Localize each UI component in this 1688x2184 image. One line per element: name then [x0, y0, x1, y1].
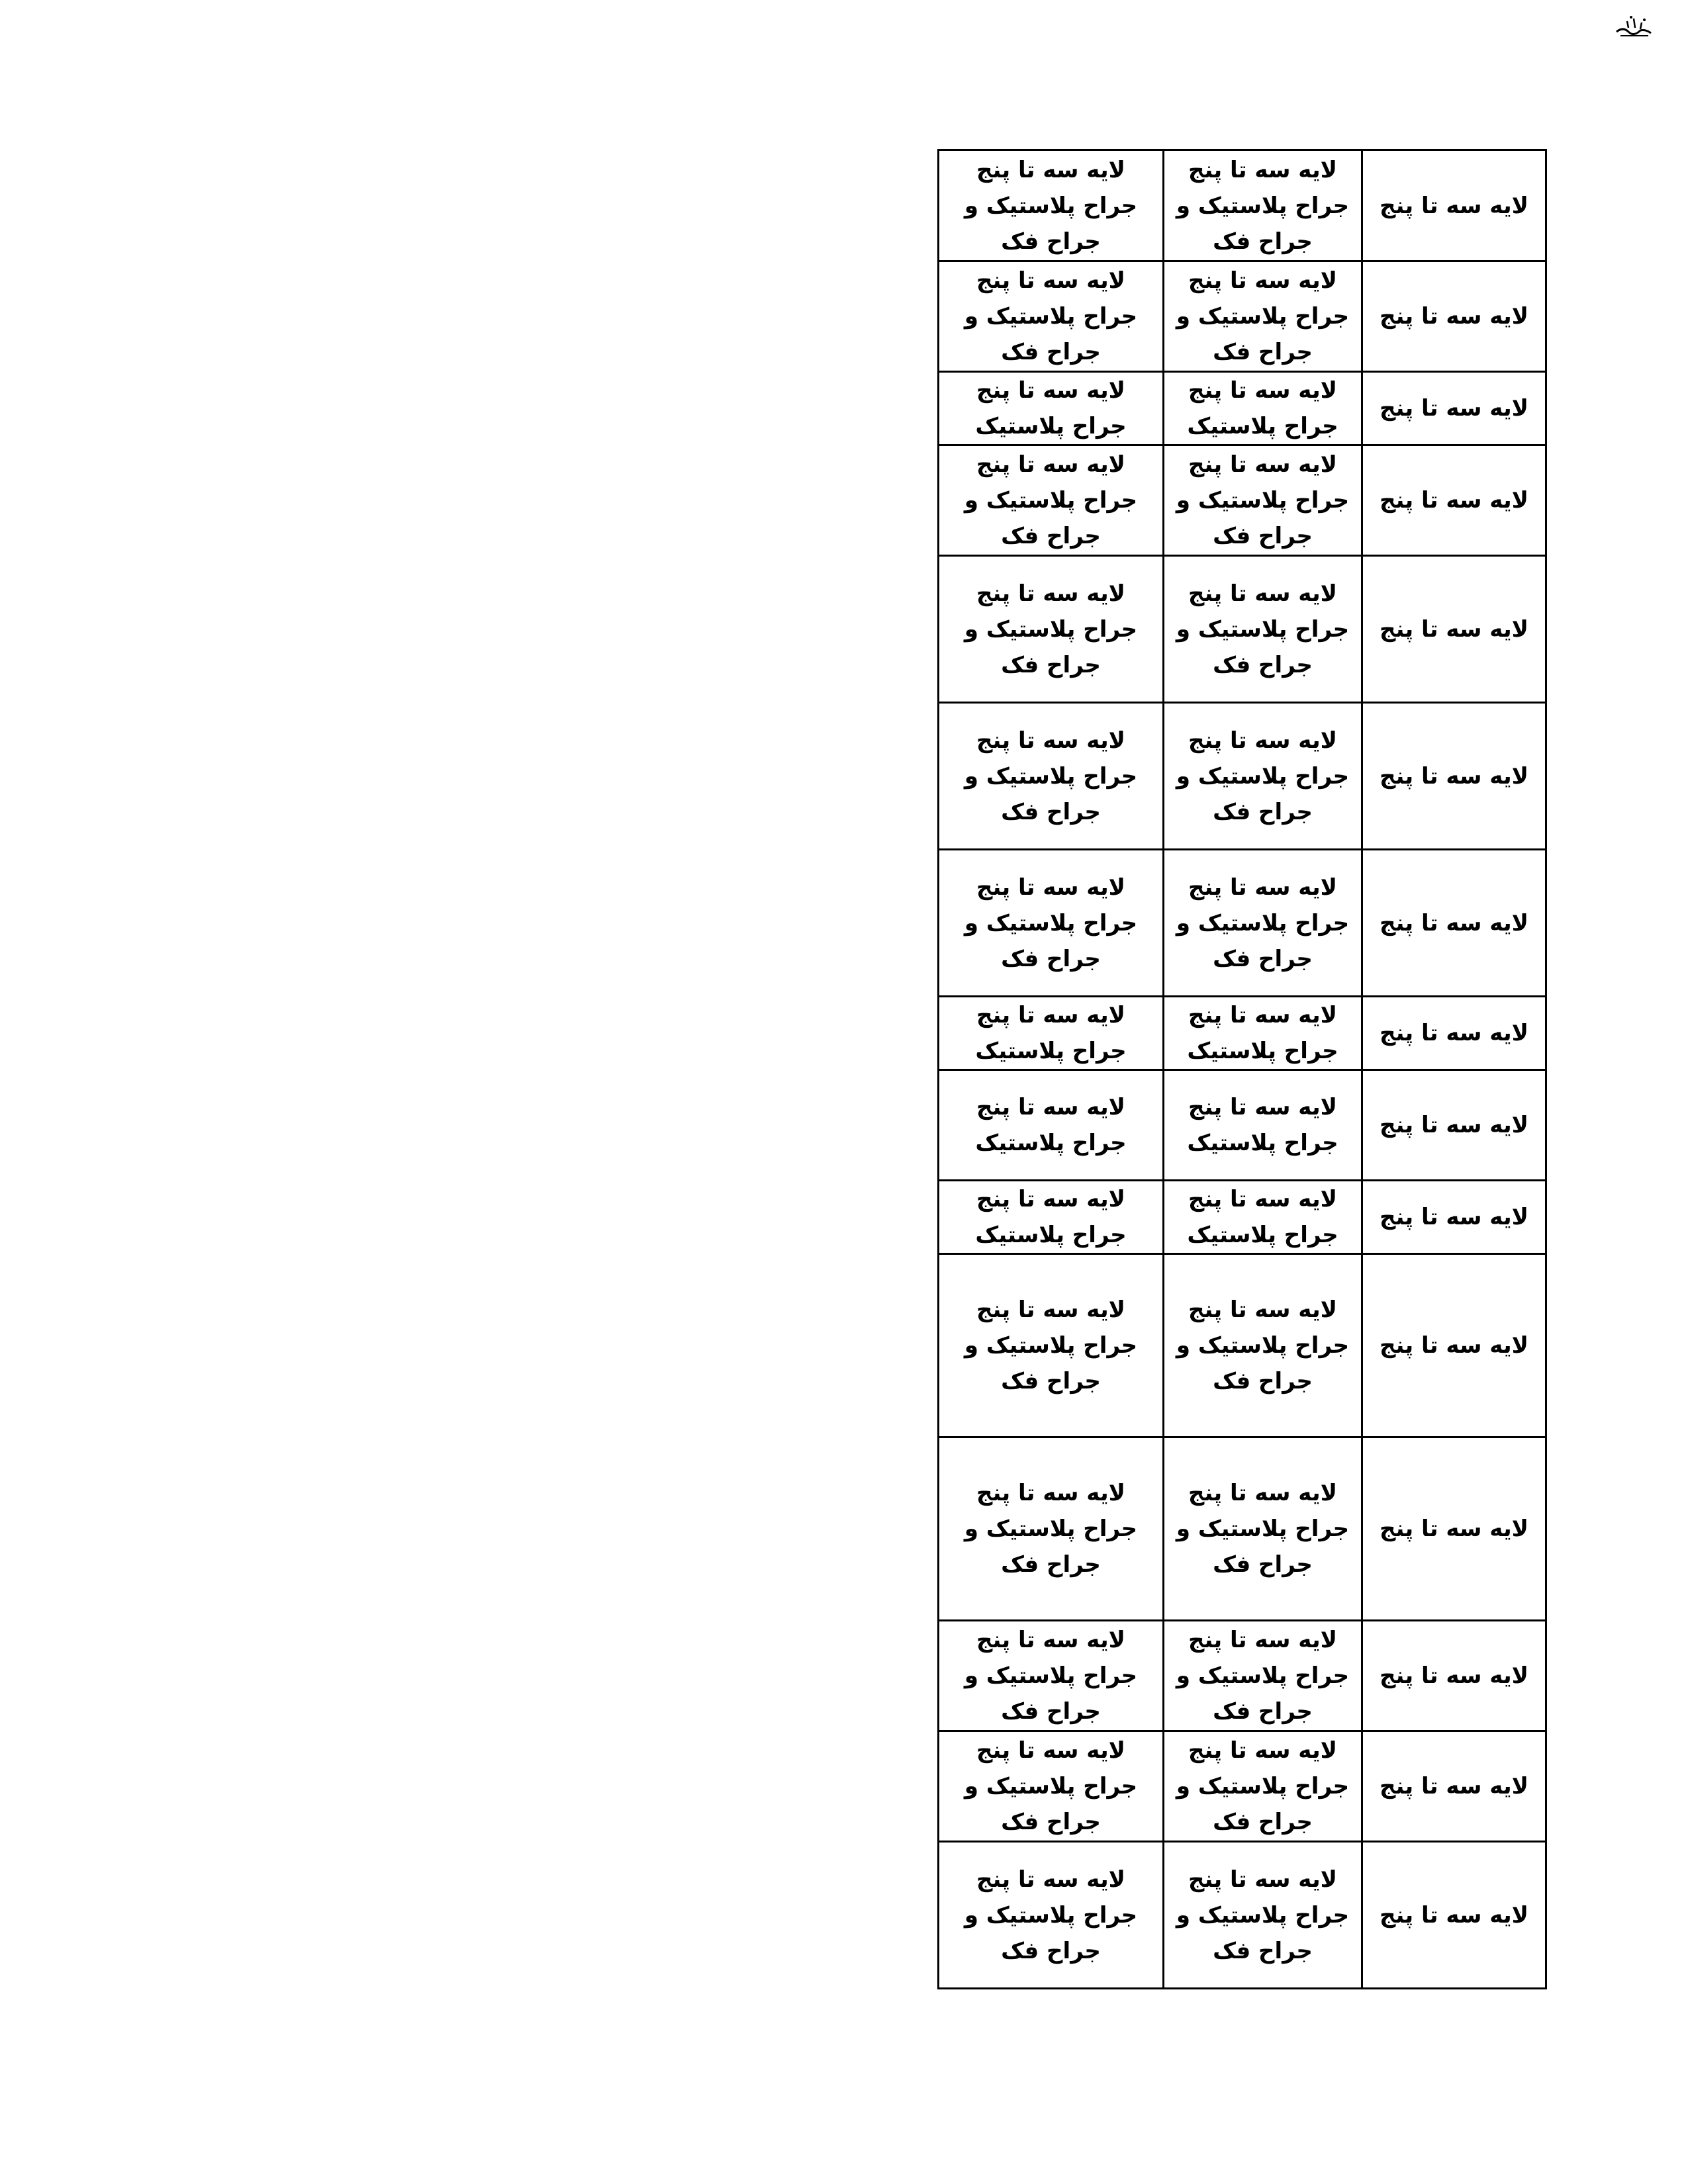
cell-text: لایه سه تا پنج جراح پلاستیک و جراح فک	[1176, 1866, 1350, 1964]
cell-text: لایه سه تا پنج	[1380, 1332, 1528, 1359]
table-cell	[939, 1621, 1164, 1731]
table-cell	[939, 556, 1164, 703]
table-cell	[1362, 850, 1546, 997]
table-row	[939, 372, 1546, 445]
table-row	[939, 850, 1546, 997]
table-cell	[1362, 372, 1546, 445]
logo-mark-icon	[1614, 12, 1654, 42]
table-cell	[1164, 1621, 1362, 1731]
cell-text: لایه سه تا پنج	[1380, 615, 1528, 643]
table-cell	[1362, 1437, 1546, 1621]
cell-text: لایه سه تا پنج جراح پلاستیک و جراح فک	[1176, 874, 1350, 972]
table-cell	[1362, 1070, 1546, 1181]
table-row	[939, 1181, 1546, 1254]
table-row	[939, 997, 1546, 1070]
table-cell	[939, 261, 1164, 372]
table-cell	[1362, 1621, 1546, 1731]
cell-text: لایه سه تا پنج جراح پلاستیک و جراح فک	[964, 267, 1138, 365]
table-row	[939, 703, 1546, 850]
cell-text: لایه سه تا پنج	[1380, 909, 1528, 936]
table-cell	[939, 372, 1164, 445]
table-cell	[1362, 445, 1546, 556]
table-cell	[1362, 1254, 1546, 1437]
cell-text: لایه سه تا پنج جراح پلاستیک و جراح فک	[964, 727, 1138, 825]
table-cell	[939, 150, 1164, 261]
data-table	[937, 149, 1547, 1989]
cell-text: لایه سه تا پنج	[1380, 1204, 1528, 1230]
table-cell	[1164, 1181, 1362, 1254]
table-row	[939, 1621, 1546, 1731]
cell-text: لایه سه تا پنج جراح پلاستیک	[1187, 377, 1338, 439]
table-cell	[1362, 150, 1546, 261]
cell-text: لایه سه تا پنج جراح پلاستیک	[975, 1002, 1127, 1064]
table-row	[939, 150, 1546, 261]
cell-text: لایه سه تا پنج	[1380, 1901, 1528, 1929]
cell-text: لایه سه تا پنج	[1380, 1662, 1528, 1689]
table-cell	[1164, 372, 1362, 445]
cell-text: لایه سه تا پنج	[1380, 1773, 1528, 1799]
table-cell	[939, 1731, 1164, 1842]
cell-text: لایه سه تا پنج جراح پلاستیک	[1187, 1094, 1338, 1156]
table-cell	[1164, 850, 1362, 997]
table-cell	[1164, 1437, 1362, 1621]
cell-text: لایه سه تا پنج جراح پلاستیک و جراح فک	[964, 451, 1138, 549]
table-row	[939, 1254, 1546, 1437]
table-body	[939, 150, 1546, 1989]
table-cell	[1164, 1842, 1362, 1989]
table-cell	[1362, 1842, 1546, 1989]
cell-text: لایه سه تا پنج	[1380, 192, 1528, 219]
cell-text: لایه سه تا پنج جراح پلاستیک و جراح فک	[1176, 580, 1350, 678]
cell-text: لایه سه تا پنج	[1380, 1516, 1528, 1542]
cell-text: لایه سه تا پنج جراح پلاستیک و جراح فک	[1176, 727, 1350, 825]
cell-text: لایه سه تا پنج جراح پلاستیک و جراح فک	[964, 1297, 1138, 1394]
table-cell	[1164, 261, 1362, 372]
table-cell	[1362, 997, 1546, 1070]
cell-text: لایه سه تا پنج جراح پلاستیک و جراح فک	[964, 1737, 1138, 1835]
table-cell	[939, 1070, 1164, 1181]
table-cell	[939, 997, 1164, 1070]
table-row	[939, 261, 1546, 372]
table-row	[939, 1070, 1546, 1181]
cell-text: لایه سه تا پنج	[1380, 487, 1528, 514]
table-row	[939, 1437, 1546, 1621]
cell-text: لایه سه تا پنج جراح پلاستیک و جراح فک	[1176, 267, 1350, 365]
table-cell	[1164, 1254, 1362, 1437]
table-cell	[1362, 703, 1546, 850]
cell-text: لایه سه تا پنج جراح پلاستیک و جراح فک	[1176, 451, 1350, 549]
cell-text: لایه سه تا پنج جراح پلاستیک و جراح فک	[964, 874, 1138, 972]
cell-text: لایه سه تا پنج جراح پلاستیک و جراح فک	[964, 1866, 1138, 1964]
cell-text: لایه سه تا پنج جراح پلاستیک	[1187, 1186, 1338, 1248]
table-cell	[1164, 703, 1362, 850]
cell-text: لایه سه تا پنج جراح پلاستیک و جراح فک	[1176, 1627, 1350, 1725]
table-cell	[1362, 556, 1546, 703]
cell-text: لایه سه تا پنج جراح پلاستیک	[1187, 1002, 1338, 1064]
table-cell	[1164, 1731, 1362, 1842]
cell-text: لایه سه تا پنج جراح پلاستیک و جراح فک	[964, 580, 1138, 678]
cell-text: لایه سه تا پنج	[1380, 762, 1528, 790]
cell-text: لایه سه تا پنج	[1380, 303, 1528, 330]
cell-text: لایه سه تا پنج جراح پلاستیک	[975, 1186, 1127, 1248]
table-cell	[1164, 445, 1362, 556]
table-cell	[939, 1254, 1164, 1437]
cell-text: لایه سه تا پنج جراح پلاستیک و جراح فک	[1176, 1737, 1350, 1835]
table-cell	[1164, 150, 1362, 261]
cell-text: لایه سه تا پنج	[1380, 1112, 1528, 1138]
cell-text: لایه سه تا پنج جراح پلاستیک	[975, 377, 1127, 439]
cell-text: لایه سه تا پنج جراح پلاستیک	[975, 1094, 1127, 1156]
table-row	[939, 1731, 1546, 1842]
table-cell	[939, 1842, 1164, 1989]
table-row	[939, 445, 1546, 556]
table-cell	[939, 850, 1164, 997]
table-cell	[939, 445, 1164, 556]
table-cell	[1164, 556, 1362, 703]
cell-text: لایه سه تا پنج جراح پلاستیک و جراح فک	[1176, 1480, 1350, 1578]
table-cell	[1164, 997, 1362, 1070]
cell-text: لایه سه تا پنج جراح پلاستیک و جراح فک	[964, 1627, 1138, 1725]
cell-text: لایه سه تا پنج	[1380, 1020, 1528, 1046]
table-row	[939, 556, 1546, 703]
table-cell	[1362, 261, 1546, 372]
table-cell	[1362, 1181, 1546, 1254]
table-cell	[1362, 1731, 1546, 1842]
cell-text: لایه سه تا پنج جراح پلاستیک و جراح فک	[964, 156, 1138, 255]
cell-text: لایه سه تا پنج جراح پلاستیک و جراح فک	[1176, 1297, 1350, 1394]
table-row	[939, 1842, 1546, 1989]
cell-text: لایه سه تا پنج جراح پلاستیک و جراح فک	[1176, 156, 1350, 255]
table-cell	[939, 1181, 1164, 1254]
table-cell	[1164, 1070, 1362, 1181]
cell-text: لایه سه تا پنج جراح پلاستیک و جراح فک	[964, 1480, 1138, 1578]
table-cell	[939, 703, 1164, 850]
cell-text: لایه سه تا پنج	[1380, 395, 1528, 422]
table-cell	[939, 1437, 1164, 1621]
